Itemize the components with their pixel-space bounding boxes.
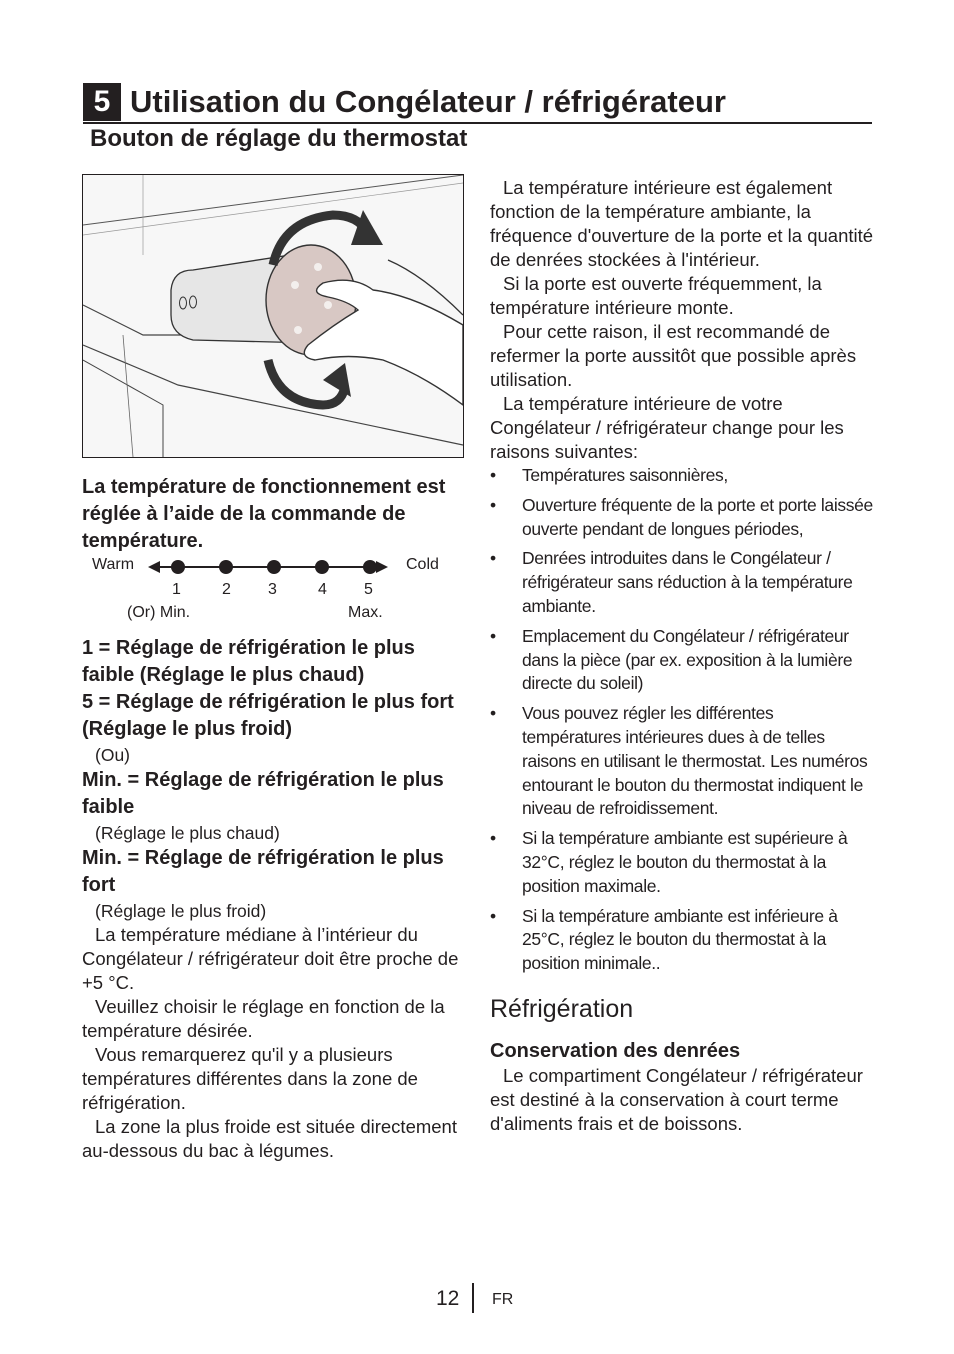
left-column	[82, 474, 467, 1163]
thermostat-illustration	[82, 174, 464, 458]
list-item-text: Températures saisonnières,	[522, 465, 728, 485]
language-code: FR	[492, 1291, 514, 1308]
setting-1-text: 1 = Réglage de réfrigération le plus faible (Réglage le plus chaud)	[82, 637, 415, 686]
list-item	[490, 464, 875, 488]
min-strong-note: (Réglage le plus froid)	[95, 901, 267, 921]
right-column	[490, 176, 875, 1136]
scale-number-2: 2	[222, 581, 231, 598]
scale-number-1: 1	[172, 581, 181, 598]
or-text: (Ou)	[95, 745, 130, 765]
scale-number-4: 4	[318, 581, 327, 598]
section-number-badge: 5	[83, 83, 121, 121]
list-item	[490, 547, 875, 618]
scale-warm-label: Warm	[92, 556, 135, 573]
bullet-icon: •	[490, 548, 496, 569]
left-paragraph-2: Veuillez choisir le réglage en fonction de la température désirée.	[82, 996, 445, 1041]
list-item-text: Ouverture fréquente de la porte et porte laissée ouverte pendant de longues périodes,	[522, 494, 873, 539]
left-paragraph-1: La température médiane à l’intérieur du Congélateur / réfrigérateur doit être proche de +5 °C.	[82, 924, 459, 993]
bullet-icon: •	[490, 828, 496, 849]
left-paragraph-4: La zone la plus froide est située directement au-dessous du bac à légumes.	[82, 1116, 457, 1161]
page-number: 12	[436, 1287, 460, 1310]
footer-separator	[472, 1283, 474, 1313]
scale-cold-label: Cold	[406, 556, 439, 573]
bullet-icon: •	[490, 703, 496, 724]
list-item	[490, 625, 875, 696]
right-paragraph-3: Pour cette raison, il est recommandé de refermer la porte aussitôt que possible après utilisation.	[490, 321, 857, 390]
reasons-list	[490, 464, 875, 976]
subtitle: Bouton de réglage du thermostat	[90, 125, 468, 152]
right-paragraph-2: Si la porte est ouverte fréquemment, la température intérieure monte.	[490, 273, 822, 318]
list-item	[490, 702, 875, 821]
intro-text: La température de fonctionnement est réglée à l’aide de la commande de température.	[82, 476, 446, 552]
list-item-text: Vous pouvez régler les différentes températures intérieures dues à de telles raisons en utilisant le thermostat. Les numéros entourant le bouton du thermostat indiquent le niveau de refroidissement.	[522, 703, 868, 819]
right-paragraph-1: La température intérieure est également fonction de la température ambiante, la fréquence d'ouverture de la porte et la quantité de denrées stockées à l'intérieur.	[490, 177, 874, 270]
scale-line	[148, 557, 388, 577]
min-weak-text: Min. = Réglage de réfrigération le plus faible	[82, 769, 444, 818]
list-item-text: Emplacement du Congélateur / réfrigérateur dans la pièce (par ex. exposition à la lumière directe du soleil)	[522, 625, 853, 694]
scale-number-3: 3	[268, 581, 277, 598]
list-item	[490, 827, 875, 898]
bullet-icon: •	[490, 905, 496, 926]
left-paragraph-3: Vous remarquerez qu'il y a plusieurs températures différentes dans la zone de réfrigération.	[82, 1044, 418, 1113]
section-title: Utilisation du Congélateur / réfrigérateur	[130, 84, 726, 119]
list-item-text: Si la température ambiante est inférieure à 25°C, réglez le bouton du thermostat à la position minimale..	[522, 905, 838, 974]
min-weak-note: (Réglage le plus chaud)	[95, 823, 280, 843]
list-item	[490, 494, 875, 542]
temperature-scale	[82, 555, 467, 635]
min-strong-text: Min. = Réglage de réfrigération le plus fort	[82, 847, 444, 896]
conservation-text: Le compartiment Congélateur / réfrigérateur est destiné à la conservation à court terme d'aliments frais et de boissons.	[490, 1064, 863, 1134]
refrigeration-heading: Réfrigération	[490, 994, 634, 1023]
right-paragraph-4: La température intérieure de votre Congélateur / réfrigérateur change pour les raisons suivantes:	[490, 393, 844, 462]
list-item	[490, 905, 875, 976]
bullet-icon: •	[490, 625, 496, 646]
scale-min-label: (Or) Min.	[127, 604, 191, 621]
list-item-text: Denrées introduites dans le Congélateur / réfrigérateur sans réduction à la température ambiante.	[522, 548, 853, 616]
bullet-icon: •	[490, 494, 496, 515]
setting-5-text: 5 = Réglage de réfrigération le plus fort (Réglage le plus froid)	[82, 691, 454, 740]
bullet-icon: •	[490, 465, 496, 485]
scale-max-label: Max.	[348, 604, 383, 621]
list-item-text: Si la température ambiante est supérieure à 32°C, réglez le bouton du thermostat à la position maximale.	[522, 828, 848, 896]
scale-number-5: 5	[364, 581, 373, 598]
conservation-heading: Conservation des denrées	[490, 1039, 741, 1062]
